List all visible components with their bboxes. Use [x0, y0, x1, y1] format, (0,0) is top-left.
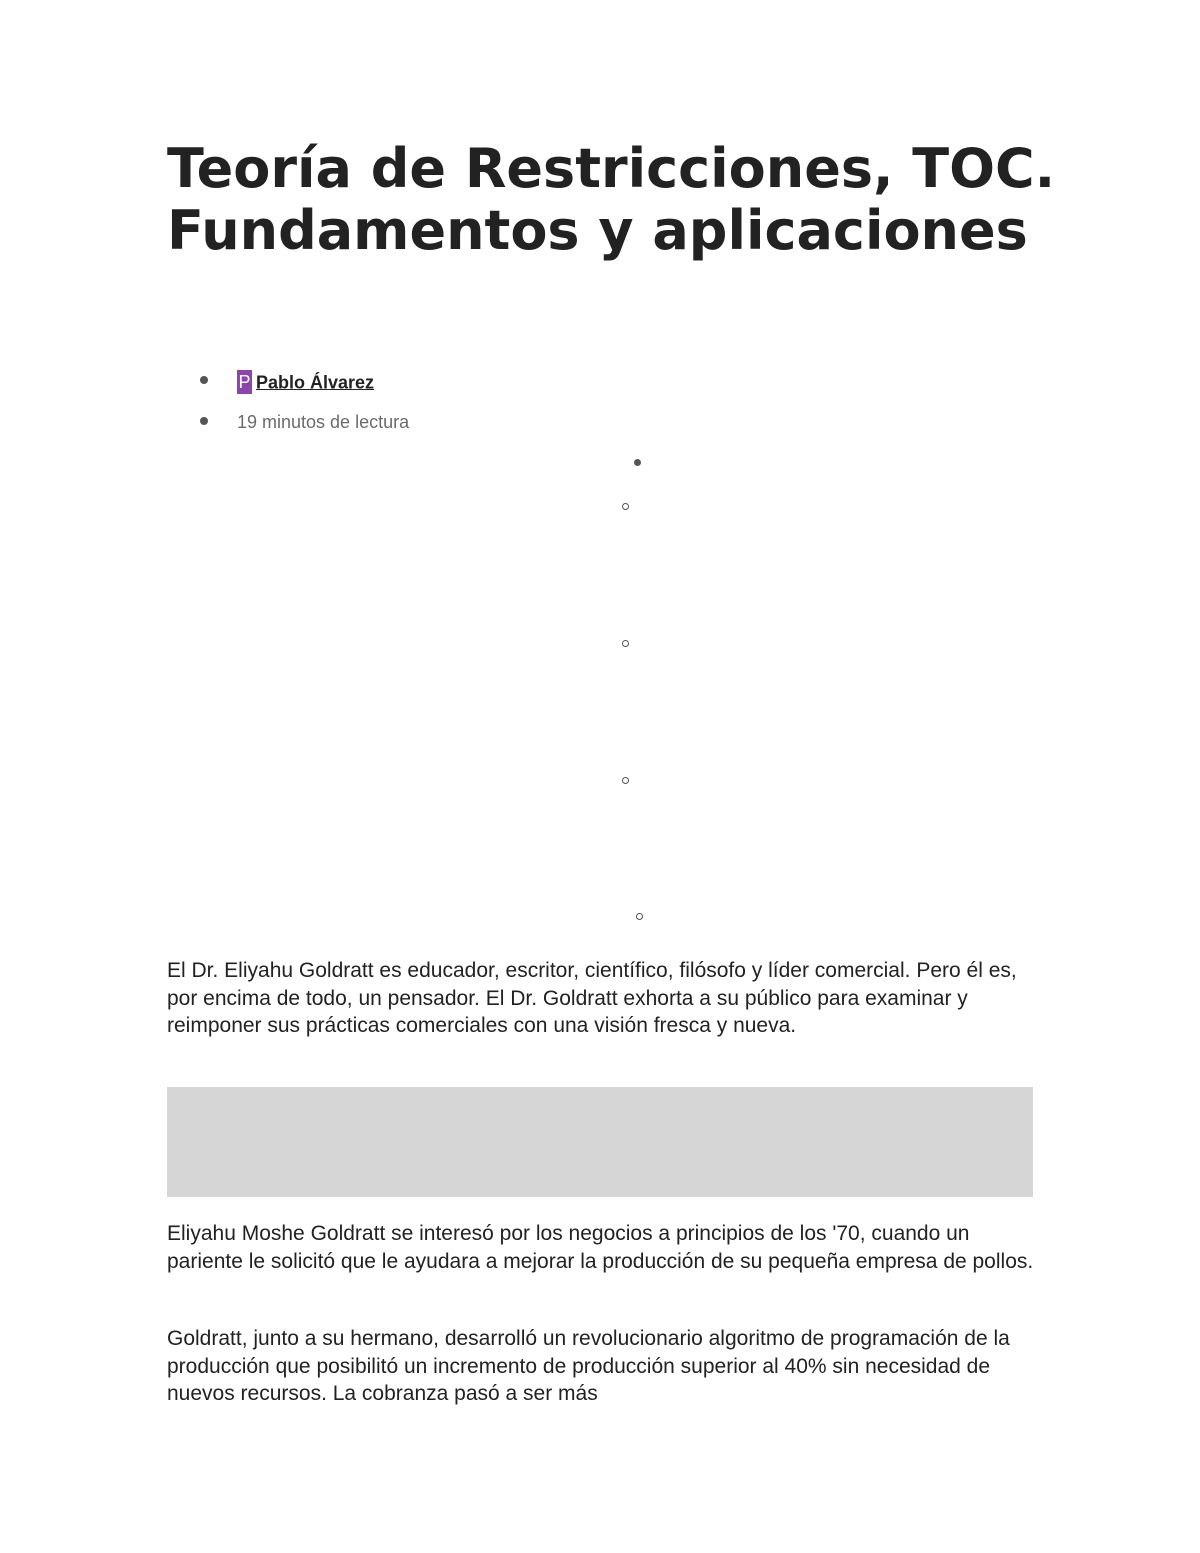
author-byline [237, 366, 374, 397]
empty-list-bullet-icon [634, 459, 641, 466]
empty-sublist-bullet-icon [622, 640, 629, 647]
empty-sublist-bullet-icon [636, 913, 643, 920]
read-time: 19 minutos de lectura [237, 412, 410, 432]
ad-placeholder [167, 1087, 1033, 1197]
empty-sublist-bullet-icon [622, 777, 629, 784]
empty-sublist-bullet-icon [622, 503, 629, 510]
author-link[interactable]: Pablo Álvarez [256, 372, 375, 393]
bullet-icon [200, 417, 208, 425]
paragraph-origin: Eliyahu Moshe Goldratt se interesó por los negocios a principios de los '70, cuando un pariente le solicitó que le ayudara a mejorar la producción de su pequeña empresa de pollos. [167, 1222, 1034, 1273]
article-title: Teoría de Restricciones, TOC. Fundamentos y aplicaciones [167, 137, 1056, 262]
paragraph-algorithm: Goldratt, junto a su hermano, desarrolló un revolucionario algoritmo de programación de la producción que posibilitó un incremento de producción superior al 40% sin necesidad de nuevos recursos. La cobranza pasó a ser más [167, 1327, 1010, 1405]
paragraph-intro: El Dr. Eliyahu Goldratt es educador, escritor, científico, filósofo y líder comercial. Pero él es, por encima de todo, un pensador. El Dr. Goldratt exhorta a su público para examinar y reimponer sus prácticas comerciales con una visión fresca y nueva. [167, 959, 1017, 1037]
bullet-icon [200, 376, 208, 384]
author-avatar: P [238, 372, 251, 393]
